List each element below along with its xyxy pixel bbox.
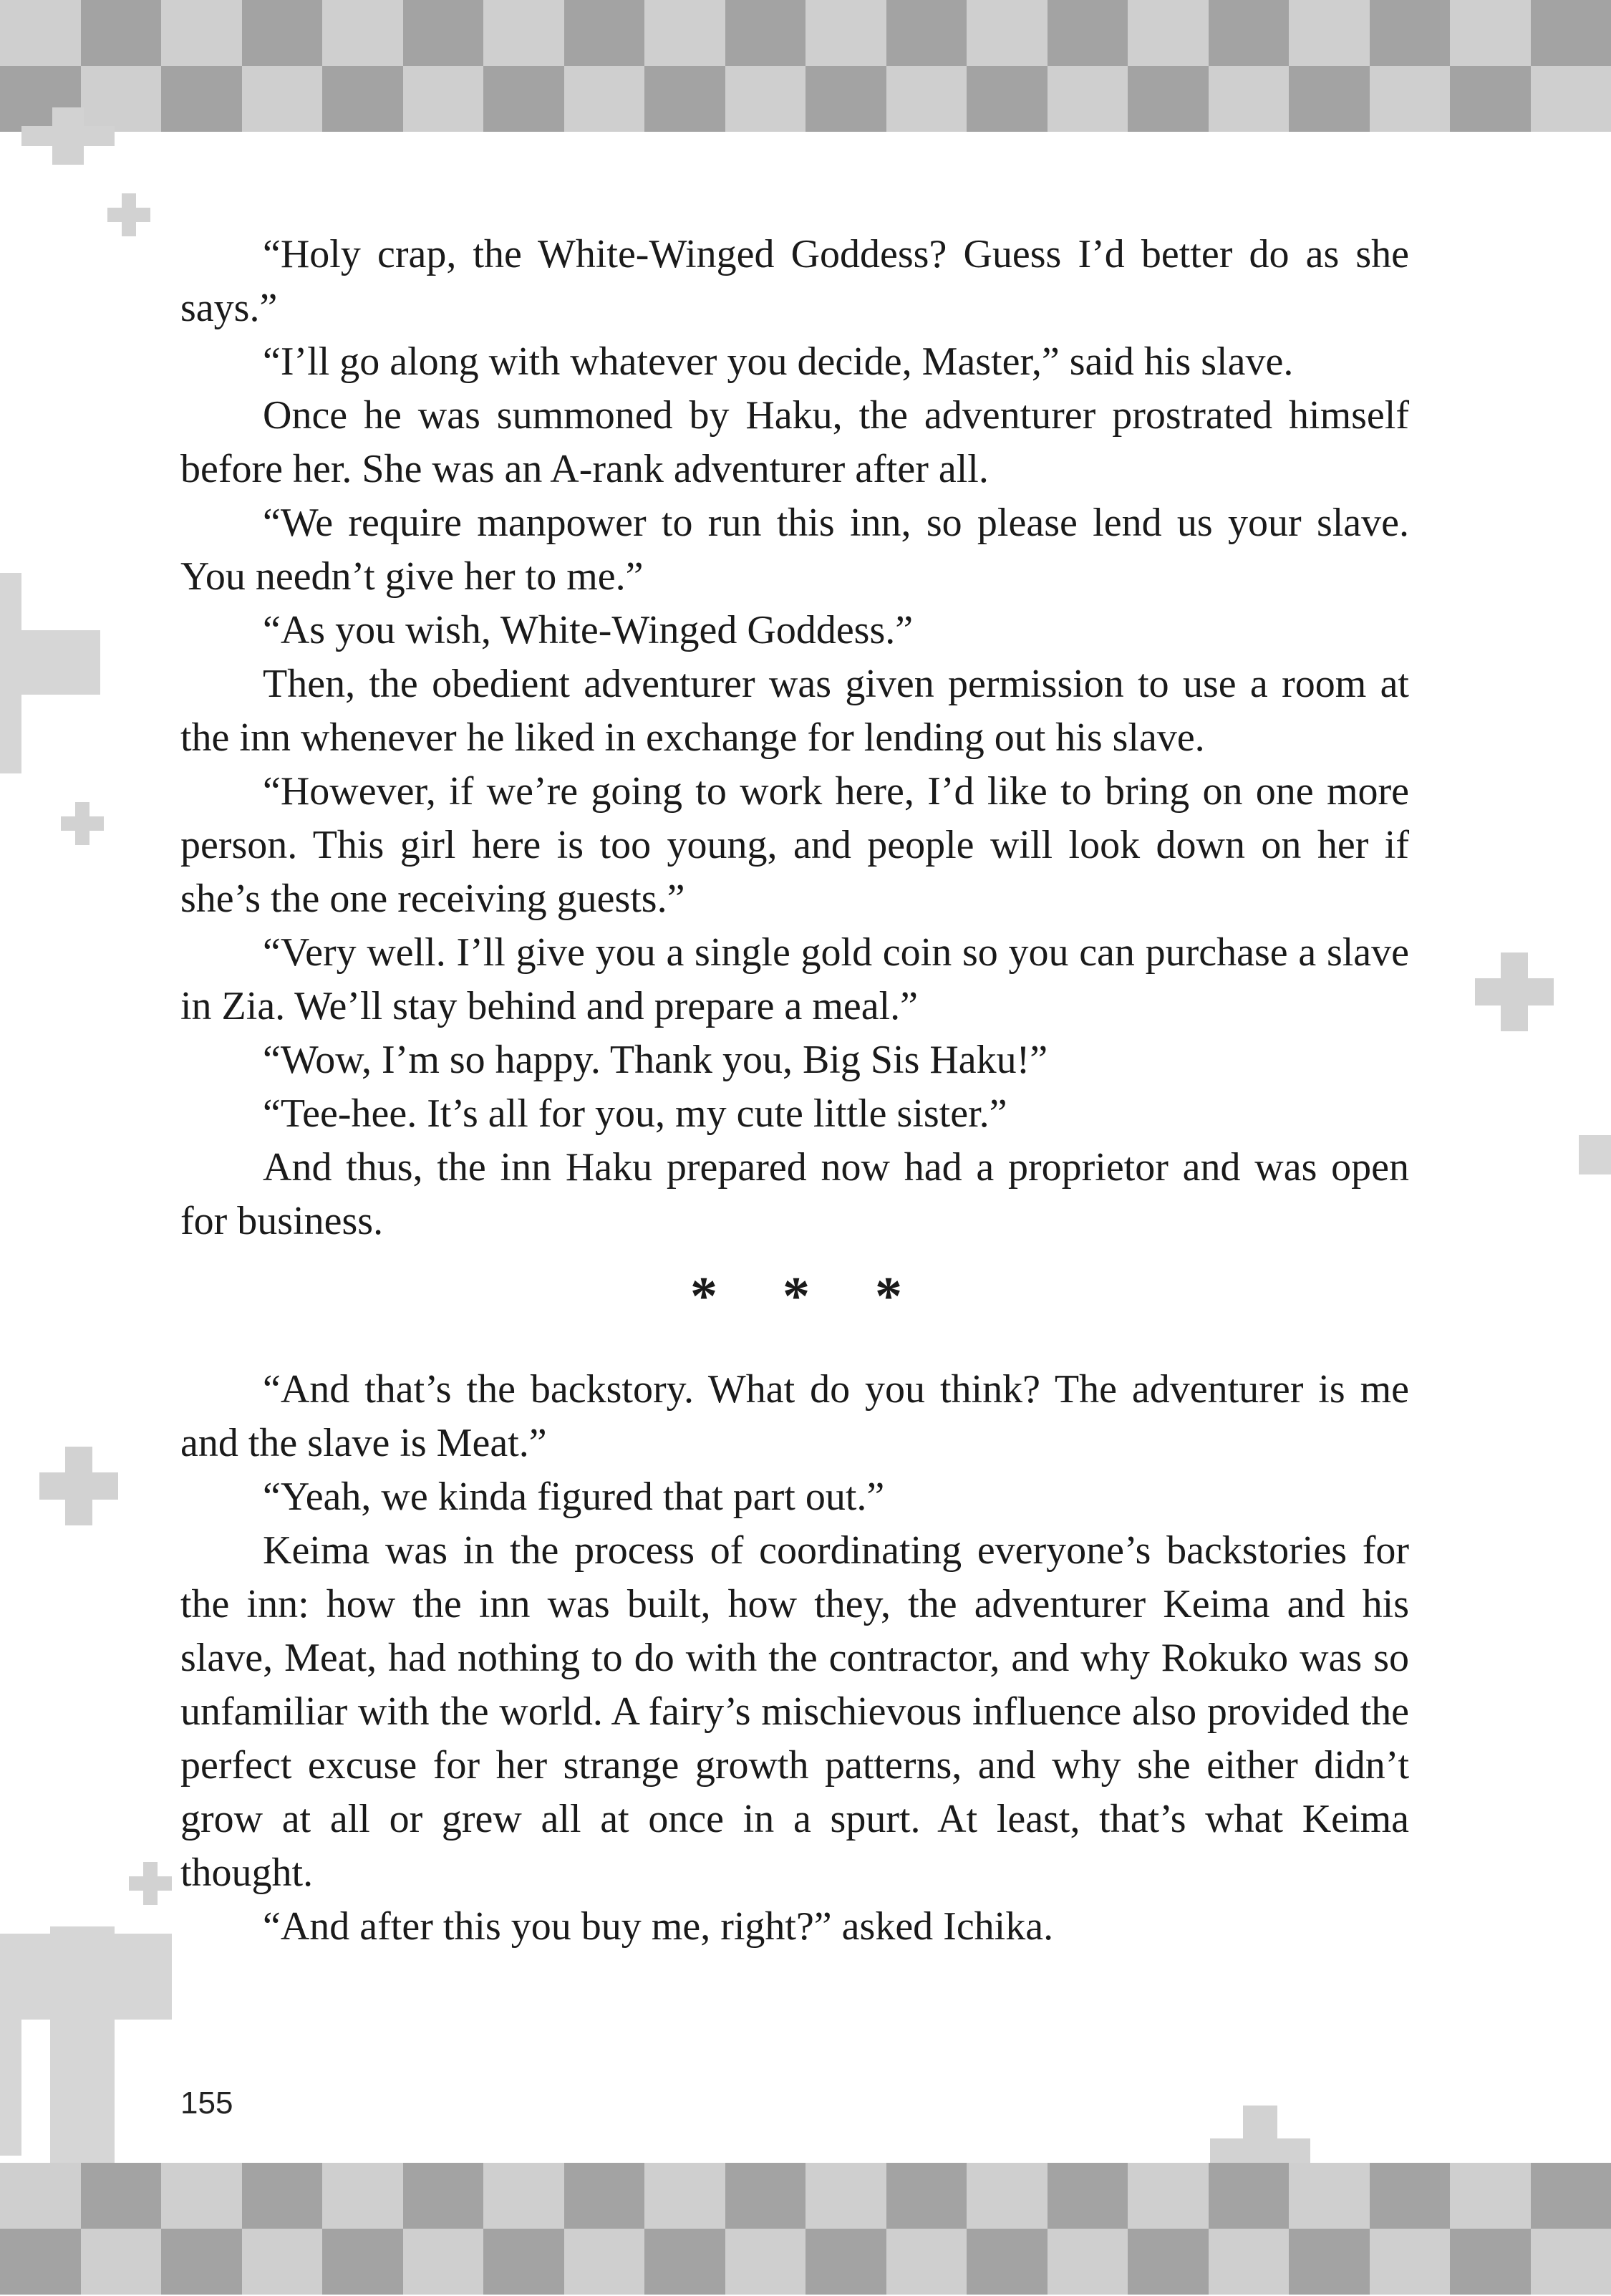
paragraph: And thus, the inn Haku prepared now had a proprietor and was open for business. — [180, 1145, 1409, 1243]
pixel-decoration — [0, 1962, 21, 2156]
checker-tile — [967, 0, 1048, 66]
checker-tile — [886, 2229, 967, 2295]
pixel-decoration — [1579, 1135, 1611, 1174]
checker-tile — [1531, 2229, 1611, 2295]
checker-tile — [1450, 2163, 1531, 2229]
checker-tile — [242, 66, 323, 132]
checker-tile — [725, 66, 806, 132]
checker-tile — [644, 66, 725, 132]
page-number: 155 — [180, 2085, 233, 2121]
checker-tile — [725, 2229, 806, 2295]
paragraph: “Yeah, we kinda figured that part out.” — [263, 1475, 885, 1519]
checker-tile — [242, 2229, 323, 2295]
checker-tile — [403, 66, 484, 132]
checker-tile — [1370, 66, 1451, 132]
checker-tile — [1048, 2163, 1128, 2229]
checker-tile — [1209, 2163, 1290, 2229]
checker-tile — [1289, 0, 1370, 66]
pixel-decoration — [0, 630, 100, 695]
checker-tile — [1289, 66, 1370, 132]
checker-tile — [644, 2229, 725, 2295]
checker-tile — [564, 2229, 645, 2295]
checker-tile — [322, 2229, 403, 2295]
checker-tile — [1450, 0, 1531, 66]
checker-tile — [161, 0, 242, 66]
checker-tile — [1450, 66, 1531, 132]
checker-tile — [483, 2229, 564, 2295]
checker-tile — [483, 66, 564, 132]
paragraph: “Wow, I’m so happy. Thank you, Big Sis Haku!” — [263, 1038, 1048, 1082]
checker-tile — [81, 2163, 162, 2229]
checker-tile — [161, 2229, 242, 2295]
checker-tile — [1128, 0, 1209, 66]
checker-tile — [1209, 0, 1290, 66]
checker-tile — [81, 0, 162, 66]
checker-tile — [1128, 66, 1209, 132]
checker-tile — [725, 0, 806, 66]
paragraph: “As you wish, White-Winged Goddess.” — [263, 608, 914, 652]
checker-tile — [322, 66, 403, 132]
checker-tile — [1128, 2229, 1209, 2295]
paragraph: “And after this you buy me, right?” asked Ichika. — [263, 1904, 1054, 1949]
checker-tile — [644, 2163, 725, 2229]
checker-tile — [1531, 66, 1611, 132]
checker-tile — [322, 0, 403, 66]
checker-tile — [806, 0, 886, 66]
checker-tile — [1048, 0, 1128, 66]
paragraph: “Tee-hee. It’s all for you, my cute little sister.” — [263, 1091, 1007, 1136]
checker-tile — [483, 0, 564, 66]
checker-tile — [403, 2163, 484, 2229]
body-text — [180, 228, 1409, 1954]
checker-tile — [403, 0, 484, 66]
checker-tile — [1289, 2229, 1370, 2295]
checker-tile — [0, 0, 81, 66]
checker-tile — [161, 66, 242, 132]
sparkle-decoration — [107, 193, 150, 236]
sparkle-decoration — [129, 1862, 172, 1905]
checker-tile — [967, 2229, 1048, 2295]
checker-tile — [1531, 2163, 1611, 2229]
checker-tile — [725, 2163, 806, 2229]
paragraph: “However, if we’re going to work here, I’d like to bring on one more person. This girl here is too young, and people will look down on her if she’s the one receiving guests.” — [180, 769, 1409, 921]
checker-tile — [806, 2163, 886, 2229]
top-checker-border — [0, 0, 1611, 132]
checker-tile — [1370, 0, 1451, 66]
paragraph: “I’ll go along with whatever you decide, Master,” said his slave. — [263, 339, 1294, 384]
checker-tile — [242, 0, 323, 66]
checker-tile — [644, 0, 725, 66]
checker-tile — [1450, 2229, 1531, 2295]
sparkle-decoration — [39, 1447, 118, 1525]
checker-tile — [1128, 2163, 1209, 2229]
checker-tile — [886, 2163, 967, 2229]
paragraph: “We require manpower to run this inn, so please lend us your slave. You needn’t give her to me.” — [180, 501, 1409, 599]
checker-tile — [0, 2229, 81, 2295]
checker-tile — [0, 2163, 81, 2229]
paragraph: Once he was summoned by Haku, the adventurer prostrated himself before her. She was an A-rank adventurer after all. — [180, 393, 1409, 491]
checker-tile — [161, 2163, 242, 2229]
checker-tile — [1048, 2229, 1128, 2295]
checker-tile — [1370, 2163, 1451, 2229]
checker-tile — [967, 66, 1048, 132]
sparkle-decoration — [1475, 952, 1554, 1031]
checker-tile — [242, 2163, 323, 2229]
bottom-checker-border — [0, 2163, 1611, 2296]
checker-tile — [806, 66, 886, 132]
checker-tile — [806, 2229, 886, 2295]
checker-tile — [886, 0, 967, 66]
checker-tile — [483, 2163, 564, 2229]
pixel-decoration — [50, 1926, 115, 2163]
checker-tile — [564, 66, 645, 132]
checker-tile — [403, 2229, 484, 2295]
paragraph: “Holy crap, the White-Winged Goddess? Guess I’d better do as she says.” — [180, 232, 1409, 330]
checker-tile — [1289, 2163, 1370, 2229]
checker-tile — [1370, 2229, 1451, 2295]
checker-tile — [1209, 66, 1290, 132]
paragraph: “Very well. I’ll give you a single gold coin so you can purchase a slave in Zia. We’ll stay behind and prepare a meal.” — [180, 930, 1409, 1028]
checker-tile — [1531, 0, 1611, 66]
checker-tile — [1209, 2229, 1290, 2295]
checker-tile — [886, 66, 967, 132]
checker-tile — [1048, 66, 1128, 132]
sparkle-decoration — [21, 107, 115, 165]
checker-tile — [967, 2163, 1048, 2229]
paragraph: “And that’s the backstory. What do you think? The adventurer is me and the slave is Meat.” — [180, 1367, 1409, 1465]
checker-tile — [564, 2163, 645, 2229]
scene-separator: * * * — [690, 1266, 928, 1326]
checker-tile — [81, 2229, 162, 2295]
paragraph: Keima was in the process of coordinating everyone’s backstories for the inn: how the inn was built, how they, the adventurer Keima and his slave, Meat, had nothing to do with the contractor, and why Rokuko was so unfamiliar with the world. A fairy’s mischievous influence also provided the perfect excuse for her strange growth patterns, and why she either didn’t grow at all or grew all at once in a spurt. At least, that’s what Keima thought. — [180, 1528, 1409, 1895]
checker-tile — [564, 0, 645, 66]
paragraph: Then, the obedient adventurer was given permission to use a room at the inn whenever he liked in exchange for lending out his slave. — [180, 662, 1409, 760]
sparkle-decoration — [61, 802, 104, 845]
checker-tile — [322, 2163, 403, 2229]
